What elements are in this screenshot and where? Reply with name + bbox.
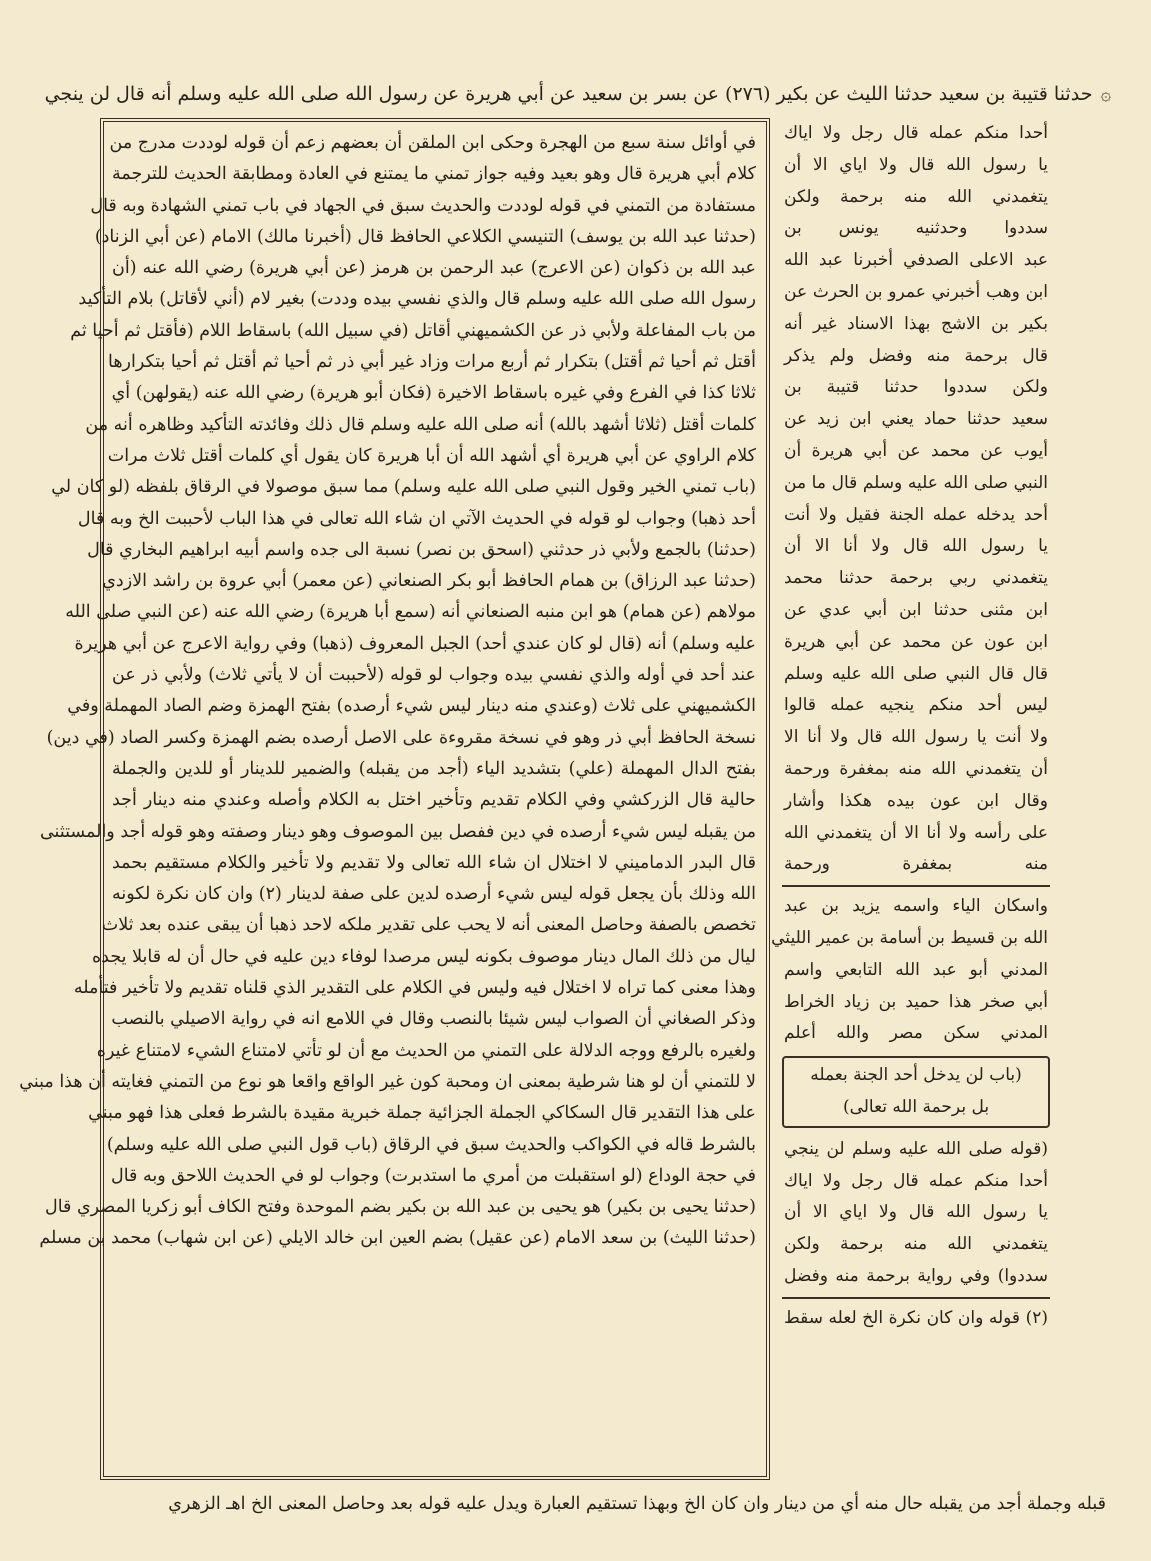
- hadith-line: واسكان الياء واسمه يزيد بن عبد: [784, 896, 1048, 917]
- hadith-line: ولا أنت يا رسول الله قال ولا أنا الا: [784, 727, 1048, 748]
- commentary-line: كلمات أقتل (ثلاثا أشهد بالله) أنه صلى الله عليه وسلم قال ذلك وفائدته التأكيد وظاهره أنه من: [85, 414, 756, 435]
- hadith-line: ولكن سددوا حدثنا قتيبة بن: [784, 377, 1048, 398]
- commentary-line: كلام أبي هريرة قال وهو بعيد وفيه جواز تمني ما يمتنع في العادة ومطابقة الحديث للترجمة: [112, 164, 756, 185]
- footnote: (٢) قوله وان كان نكرة الخ لعله سقط: [784, 1307, 1048, 1328]
- hadith-line: ابن وهب أخبرني عمرو بن الحرث عن: [784, 281, 1048, 302]
- hadith-line: يتغمدني الله منه برحمة ولكن: [784, 1234, 1048, 1255]
- footer-line: قبله وجملة أجد من يقبله حال منه أي من دينار وان كان الخ وبهذا تستقيم العبارة ويدل عليه قوله بعد وحاصل المعنى الخ اهـ الزهري: [168, 1494, 1106, 1514]
- hadith-line: يتغمدني الله منه برحمة ولكن: [784, 186, 1048, 207]
- hadith-line: عبد الاعلى الصدفي أخبرنا عبد الله: [784, 250, 1048, 271]
- divider: [782, 1297, 1050, 1299]
- commentary-line: (حدثنا عبد الرزاق) بن همام الحافظ أبو بكر الصنعاني (عن معمر) أبي عروة بن راشد الازدي: [102, 571, 756, 592]
- commentary-line: وذكر الصغاني أن الصواب ليس شيئا بالنصب وقال في اللامع انه في رواية الاصيلي بالنصب: [111, 1009, 756, 1030]
- commentary-line: مستفادة من التمني في قوله لوددت والحديث سبق في الجهاد في باب تمني الشهادة وبه قال: [90, 195, 756, 216]
- chapter-title-line: (باب لن يدخل أحد الجنة بعمله: [810, 1065, 1022, 1086]
- commentary-line: نسخة الحافظ أبي ذر وهو في نسخة مقروءة على الاصل أرصده بضم الهمزة وكسر الصاد (في دين): [46, 727, 756, 748]
- side-text-top: [782, 118, 1050, 881]
- commentary-line: لا للتمني أن لو هنا شرطية بمعنى ان ومحبة كون غير الواقع واقعا هو نوع من التمني فغايته أن هذا مبني: [19, 1071, 756, 1092]
- hadith-line: المدني أبو عبد الله التابعي واسم: [784, 959, 1048, 980]
- commentary-line: الله وذلك بأن يجعل قوله ليس شيء أرصده لدين على صفة لدينار (٢) وان كان نكرة لكونه: [112, 884, 756, 905]
- hadith-line: سددوا وحدثنيه يونس بن: [784, 218, 1048, 239]
- hadith-line: الله بن قسيط بن أسامة بن عمير الليثي: [771, 927, 1048, 948]
- hadith-line: أحد يدخله عمله الجنة فقيل ولا أنت: [784, 504, 1048, 525]
- chapter-title-box: [782, 1056, 1050, 1128]
- hadith-line: أيوب عن محمد عن أبي هريرة أن: [784, 440, 1048, 461]
- hadith-line: على رأسه ولا أنا الا أن يتغمدني الله: [784, 822, 1048, 843]
- commentary-line: كلام الراوي عن أبي هريرة أي أشهد الله أن أبا هريرة كان يقول أي كلمات أقتل ثلاث مرات: [107, 445, 756, 466]
- commentary-line: ولغيره بالرفع ووجه الدلالة على التمني من الحديث مع أن لو تأتي لامتناع الشيء لامتناع غيره: [96, 1040, 756, 1061]
- hadith-line: أبي صخر هذا حميد بن زياد الخراط: [784, 991, 1048, 1012]
- hadith-line: منه بمغفرة ورحمة: [784, 854, 1048, 875]
- hadith-line: أحدا منكم عمله قال رجل ولا اياك: [784, 1170, 1048, 1191]
- chapter-title-line: بل برحمة الله تعالى): [842, 1096, 990, 1117]
- commentary-line: الكشميهني على ثلاث (وعندي منه دينار ليس شيء أرصده) بفتح الهمزة وضم الصاد المهملة وفي: [67, 696, 756, 717]
- hadith-line: أن يتغمدني الله منه بمغفرة ورحمة: [784, 758, 1048, 779]
- divider: [782, 885, 1050, 887]
- header-text: حدثنا قتيبة بن سعيد حدثنا الليث عن بكير (٢٧٦) عن بسر بن سعيد عن أبي هريرة عن رسول الله صلى الله عليه وسلم أنه قال لن ينجي: [44, 83, 1093, 105]
- commentary-line: بالشرط قاله في الكواكب والحديث سبق في الرقاق (باب قول النبي صلى الله عليه وسلم): [106, 1134, 756, 1155]
- commentary-line: ليال من ذلك المال دينار موصوف بكونه ليس مرصدا لوفاء دين عليه في حال أن له قابلا يجده: [92, 946, 756, 967]
- commentary-line: في أوائل سنة سبع من الهجرة وحكى ابن الملقن أن بعضهم زعم أن قوله لوددت مدرج من: [109, 133, 756, 153]
- commentary-line: قال البدر الدماميني لا اختلال ان شاء الله تعالى ولا تقديم ولا تأخير والكلام مستقيم بحمد: [112, 852, 756, 873]
- commentary-line: من باب المفاعلة ولأبي ذر عن الكشميهني أقاتل (في سبيل الله) باسقاط اللام (فأقتل ثم أحيا ثم: [70, 320, 756, 341]
- hadith-line: بكير بن الاشج بهذا الاسناد غير أنه: [784, 313, 1048, 334]
- header-line: [44, 78, 1111, 110]
- commentary-line: أحد ذهبا) وجواب لو قوله في الحديث الآتي ان شاء الله تعالى في هذا الباب لأحببت الخ وبه قال: [77, 508, 756, 529]
- commentary-line: أقتل ثم أحيا ثم أقتل) بتكرار ثم أربع مرات وزاد غير أبي ذر ثم أحيا ثم أقتل ثم أحيا بتكرارها: [108, 352, 756, 373]
- hadith-line: المدني سكن مصر والله أعلم: [784, 1023, 1048, 1044]
- side-hadith-column: [771, 118, 1050, 1480]
- hadith-line: قال قال النبي صلى الله عليه وسلم: [784, 663, 1048, 684]
- hadith-line: سددوا) وفي رواية برحمة منه وفضل: [784, 1265, 1048, 1286]
- hadith-line: ابن عون عن محمد عن أبي هريرة: [784, 631, 1048, 652]
- commentary-line: مولاهم (عن همام) هو ابن منبه الصنعاني أنه (سمع أبا هريرة) رضي الله عنه (عن النبي صلى الله: [65, 602, 756, 623]
- commentary-line: من يقبله ليس شيء أرصده في دين ففصل بين الموصوف وهو دينار وصفته وهو قوله أجد والمستثنى: [39, 821, 756, 842]
- hadith-line: يا رسول الله قال ولا اياي الا أن: [784, 154, 1048, 175]
- hadith-line: وقال ابن عون بيده هكذا وأشار: [784, 790, 1048, 811]
- commentary-line: وهذا معنى كما تراه لا اختلال فيه وليس في الكلام على التقدير الذي قلناه تقديم ولا تأخير فتأمله: [73, 978, 756, 999]
- commentary-line: بفتح الدال المهملة (علي) بتشديد الياء (أجد من يقبله) والضمير للدينار أو للدين والجملة: [112, 758, 756, 779]
- commentary-line: (حدثنا الليث) بن سعد الامام (عن عقيل) بضم العين ابن خالد الايلي (عن ابن شهاب) محمد بن مسلم: [39, 1228, 756, 1249]
- ornament-icon: ۞: [1100, 84, 1111, 105]
- commentary-line: تخصص بالصفة وحاصل المعنى أنه لا يحب على تقدير ملكه لاحد ذهبا أن يبقى عنده بعد ثلاث: [101, 915, 756, 936]
- hadith-line: ابن مثنى حدثنا ابن أبي عدي عن: [784, 599, 1048, 620]
- commentary-line: في حجة الوداع (لو استقبلت من أمري ما استدبرت) وجواب لو في الحديث اللاحق وبه قال: [110, 1165, 756, 1186]
- commentary-line: على هذا التقدير قال السكاكي الجملة الجزائية جملة خبرية مقيدة بالشرط فعلى هذا فهو مبني: [88, 1103, 756, 1124]
- main-commentary-box: [19, 118, 770, 1480]
- hadith-line: النبي صلى الله عليه وسلم قال ما من: [784, 472, 1048, 493]
- hadith-line: يا رسول الله قال ولا اياي الا أن: [784, 1202, 1048, 1223]
- commentary-line: (حدثنا يحيى بن بكير) هو يحيى بن عبد الله بن بكير بضم الموحدة وفتح الكاف أبو زكريا المصري قال: [44, 1197, 756, 1218]
- commentary-line: (حدثنا عبد الله بن يوسف) التنيسي الكلاعي الحافظ قال (أخبرنا مالك) الامام (عن أبي الزناد): [94, 226, 756, 247]
- side-text-middle: [771, 891, 1050, 1050]
- commentary-line: عند أحد في أوله والذي نفسي بيده وجواب لو قوله (لأحببت أن لا يأتي ثلاث) ولأبي ذر عن: [112, 665, 756, 686]
- hadith-line: سعيد حدثنا حماد يعني ابن زيد عن: [784, 409, 1048, 430]
- commentary-line: ثلاثا كذا في الفرع وفي غيره باسقاط الاخيرة (فكان أبو هريرة) رضي الله عنه (يقولهن) أي: [111, 383, 756, 404]
- hadith-line: أحدا منكم عمله قال رجل ولا اياك: [784, 123, 1048, 143]
- commentary-line: عليه وسلم) أنه (قال لو كان عندي أحد) الجبل المعروف (ذهبا) وفي رواية الاعرج عن أبي هريرة: [74, 633, 756, 654]
- side-text-bottom: [782, 1134, 1050, 1293]
- hadith-line: قال برحمة منه وفضل ولم يذكر: [784, 345, 1048, 366]
- hadith-line: (قوله صلى الله عليه وسلم لن ينجي: [784, 1138, 1048, 1159]
- hadith-line: ليس أحد منكم ينجيه عمله قالوا: [784, 695, 1048, 716]
- commentary-line: عبد الله بن ذكوان (عن الاعرج) عبد الرحمن بن هرمز (عن أبي هريرة) رضي الله عنه (أن: [112, 258, 756, 279]
- commentary-line: (حدثنا) بالجمع ولأبي ذر حدثني (اسحق بن نصر) نسبة الى جده واسم أبيه ابراهيم البخاري قال: [87, 539, 756, 560]
- hadith-line: يتغمدني ربي برحمة حدثنا محمد: [784, 568, 1048, 589]
- commentary-line: (باب تمني الخير وقول النبي صلى الله عليه وسلم) مما سبق موصولا في الرقاق بلفظه (لو كان لي: [51, 477, 756, 498]
- commentary-line: رسول الله صلى الله عليه وسلم قال والذي نفسي بيده وددت) بغير لام (أني لأقاتل) بلام التأكيد: [78, 289, 756, 310]
- commentary-line: حالية قال الزركشي وفي الكلام تقديم وتأخير اختل به الكلام وأصله وعندي منه دينار أجد: [112, 790, 756, 811]
- hadith-line: يا رسول الله قال ولا أنا الا أن: [784, 536, 1048, 557]
